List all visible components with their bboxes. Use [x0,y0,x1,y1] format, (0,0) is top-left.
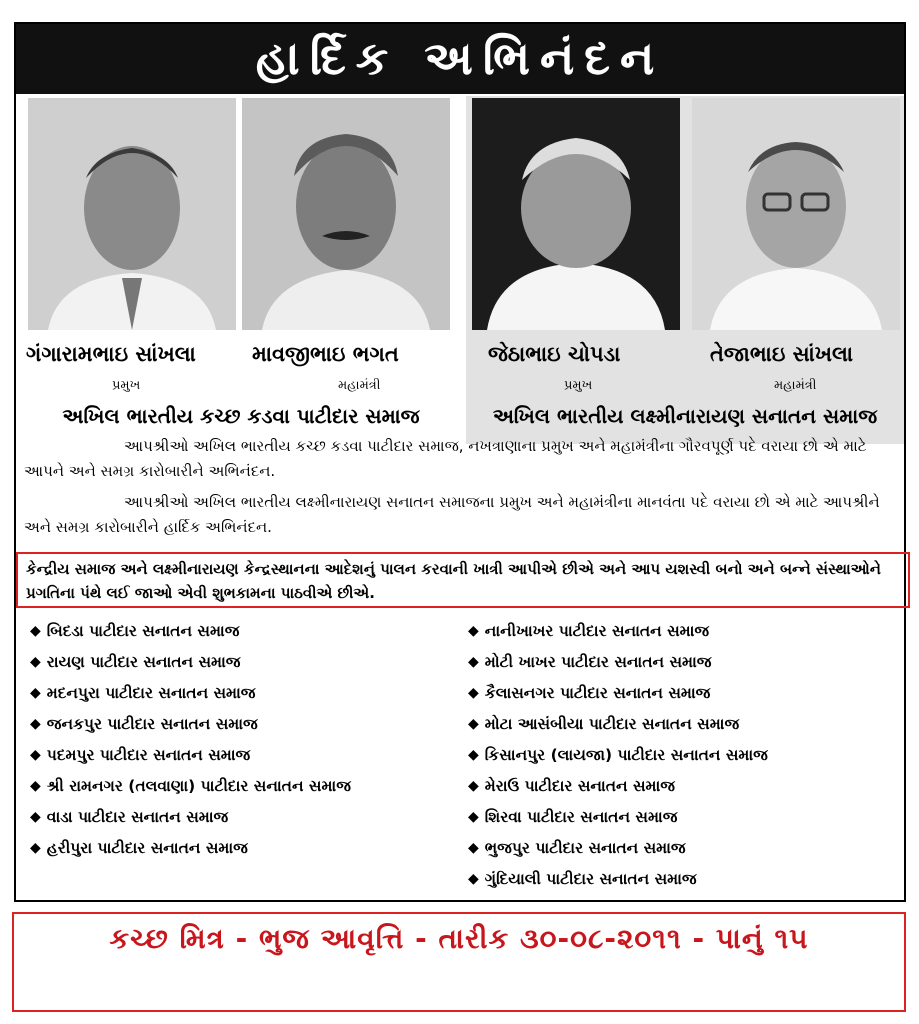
diamond-icon: ◆ [468,809,479,825]
diamond-icon: ◆ [30,623,41,639]
list-item: ◆ હરીપુરા પાટીદાર સનાતન સમાજ [30,833,470,864]
advertisement-frame [14,22,906,902]
list-item: ◆ બિદડા પાટીદાર સનાતન સમાજ [30,616,470,647]
list-item: ◆ નાનીખાખર પાટીદાર સનાતન સમાજ [468,616,908,647]
list-item: ◆ શ્રી રામનગર (તલવાણા) પાટીદાર સનાતન સમાજ [30,771,470,802]
portrait-photo-2 [242,98,450,330]
portrait-photo-3 [472,98,680,330]
person-name-1: ગંગારામભાઇ સાંખલા [26,342,196,366]
names-row-left [20,342,462,374]
list-item: ◆ પદમપુર પાટીદાર સનાતન સમાજ [30,740,470,771]
portrait-photo-4 [692,98,900,330]
diamond-icon: ◆ [30,809,41,825]
portrait-photo-1 [28,98,236,330]
list-item: ◆ મદનપુરા પાટીદાર સનાતન સમાજ [30,678,470,709]
diamond-icon: ◆ [468,685,479,701]
person-name-4: તેજાભાઇ સાંખલા [710,342,854,366]
list-item: ◆ ભુજપુર પાટીદાર સનાતન સમાજ [468,833,908,864]
diamond-icon: ◆ [468,623,479,639]
list-item: ◆ મોટી ખાખર પાટીદાર સનાતન સમાજ [468,647,908,678]
paragraph-1-text: આપશ્રીઓ અખિલ ભારતીય કચ્છ કડવા પાટીદાર સમાજ, નખત્રાણાના પ્રમુખ અને મહામંત્રીના ગૌરવપૂર્ણ પદે વરાયા છો એ માટે આપને અને સમગ્ર કારોબારીને અભિનંદન. [24,437,867,480]
samaj-list-left [30,616,470,864]
photo-block-left [20,96,462,444]
list-item: ◆ જનકપુર પાટીદાર સનાતન સમાજ [30,709,470,740]
diamond-icon: ◆ [468,654,479,670]
person-title-1: પ્રમુખ [112,378,141,393]
list-item: ◆ કિસાનપુર (લાયજા) પાટીદાર સનાતન સમાજ [468,740,908,771]
list-item: ◆ મેરાઉ પાટીદાર સનાતન સમાજ [468,771,908,802]
paragraph-2 [24,490,898,540]
list-item: ◆ કૈલાસનગર પાટીદાર સનાતન સમાજ [468,678,908,709]
diamond-icon: ◆ [468,778,479,794]
source-footer [12,912,906,1012]
highlight-box [16,552,910,608]
banner-title: હાર્દિક અભિનંદન [255,31,665,85]
paragraph-2-text: આપશ્રીઓ અખિલ ભારતીય લક્ષ્મીનારાયણ સનાતન સમાજના પ્રમુખ અને મહામંત્રીના માનવંતા પદે વરાયા છો એ માટે આપશ્રીને અને સમગ્ર કારોબારીને હાર્દિક અભિનંદન. [24,493,880,536]
diamond-icon: ◆ [468,716,479,732]
paragraph-1 [24,434,898,484]
banner [16,24,904,94]
diamond-icon: ◆ [30,716,41,732]
names-row-right [466,342,904,374]
list-item: ◆ ગુંદિયાલી પાટીદાર સનાતન સમાજ [468,864,908,895]
list-item: ◆ વાડા પાટીદાર સનાતન સમાજ [30,802,470,833]
org-name-right: અખિલ ભારતીય લક્ષ્મીનારાયણ સનાતન સમાજ [492,404,878,428]
list-item: ◆ શિરવા પાટીદાર સનાતન સમાજ [468,802,908,833]
diamond-icon: ◆ [468,840,479,856]
person-title-4: મહામંત્રી [774,378,817,393]
highlight-text: કેન્દ્રીય સમાજ અને લક્ષ્મીનારાયણ કેન્દ્રસ્થાનના આદેશનું પાલન કરવાની ખાત્રી આપીએ છીએ અને આપ યશસ્વી બનો અને બન્ને સંસ્થાઓને પ્રગતિના પંથે લઈ જાઓ એવી શુભકામના પાઠવીએ છીએ. [26,560,881,602]
diamond-icon: ◆ [30,778,41,794]
diamond-icon: ◆ [30,747,41,763]
person-name-3: જેઠાભાઇ ચોપડા [488,342,621,366]
samaj-list-right [468,616,908,895]
list-item: ◆ રાયણ પાટીદાર સનાતન સમાજ [30,647,470,678]
org-name-left: અખિલ ભારતીય કચ્છ કડવા પાટીદાર સમાજ [62,404,420,428]
person-name-2: માવજીભાઇ ભગત [252,342,399,366]
photo-block-right [466,96,904,444]
list-item: ◆ મોટા આસંબીયા પાટીદાર સનાતન સમાજ [468,709,908,740]
diamond-icon: ◆ [30,685,41,701]
diamond-icon: ◆ [468,871,479,887]
source-caption: કચ્છ મિત્ર - ભુજ આવૃત્તિ - તારીક ૩૦-૦૮-૨૦૧૧ - પાનું ૧૫ [109,922,809,955]
person-title-2: મહામંત્રી [338,378,381,393]
diamond-icon: ◆ [30,654,41,670]
person-title-3: પ્રમુખ [564,378,593,393]
diamond-icon: ◆ [468,747,479,763]
diamond-icon: ◆ [30,840,41,856]
